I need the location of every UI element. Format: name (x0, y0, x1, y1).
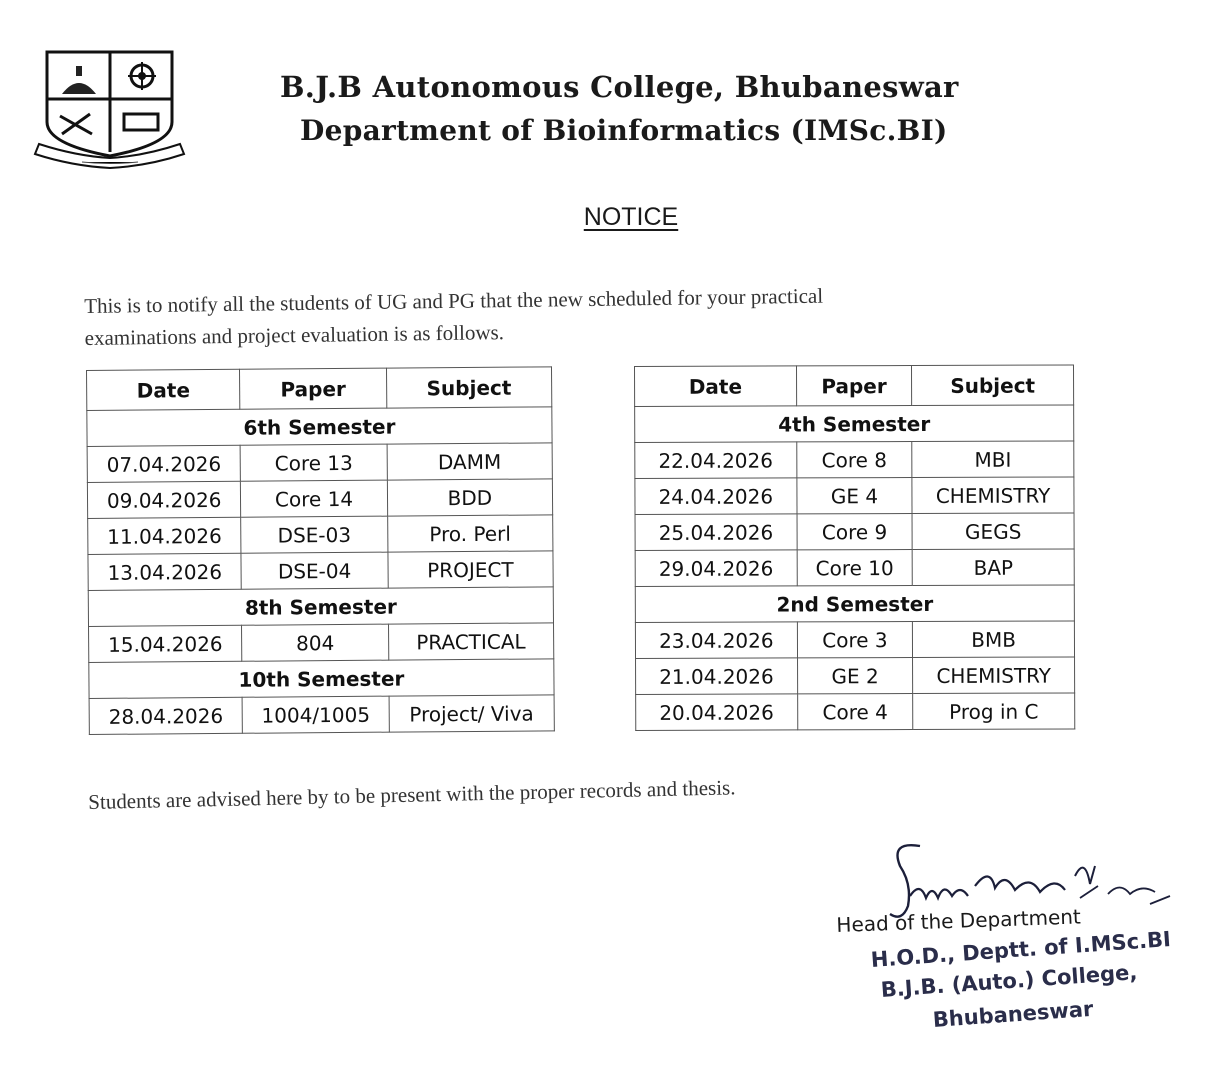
header-row (635, 365, 1074, 407)
paper-cell: 804 (242, 624, 389, 661)
schedule-table-right (634, 364, 1075, 731)
table-row (88, 515, 553, 555)
date-cell: 21.04.2026 (636, 658, 798, 695)
paper-cell: GE 2 (797, 658, 913, 694)
notice-title: NOTICE (583, 203, 679, 231)
table-row (635, 513, 1074, 551)
subject-cell: PROJECT (388, 551, 554, 588)
date-cell: 07.04.2026 (87, 445, 241, 482)
paper-cell: GE 4 (797, 478, 913, 514)
paper-cell: Core 10 (797, 550, 913, 586)
date-cell: 15.04.2026 (89, 625, 243, 662)
table-row (636, 693, 1075, 731)
semester-heading: 8th Semester (88, 587, 553, 627)
schedule-table-left (86, 366, 555, 735)
semester-row (635, 405, 1074, 443)
subject-cell: CHEMISTRY (913, 657, 1075, 694)
semester-heading: 10th Semester (89, 659, 554, 699)
column-header-date: Date (635, 366, 797, 407)
table-row (87, 443, 552, 483)
date-cell: 23.04.2026 (635, 622, 797, 659)
date-cell: 09.04.2026 (87, 481, 241, 518)
semester-row (89, 659, 554, 699)
semester-heading: 4th Semester (635, 405, 1074, 443)
date-cell: 25.04.2026 (635, 514, 797, 551)
paper-cell: Core 14 (241, 480, 388, 517)
subject-cell: Prog in C (913, 693, 1075, 730)
table-row (635, 477, 1074, 515)
date-cell: 28.04.2026 (89, 697, 243, 734)
table-row (89, 623, 554, 663)
semester-heading: 6th Semester (87, 407, 552, 447)
subject-cell: GEGS (912, 513, 1074, 550)
paper-cell: Core 9 (797, 514, 913, 550)
paper-cell: Core 3 (797, 622, 913, 658)
stamp-line-2: B.J.B. (Auto.) College, (880, 960, 1139, 1002)
subject-cell: Project/ Viva (389, 695, 555, 732)
intro-line-1: This is to notify all the students of UG and PG that the new scheduled for your practical (84, 283, 824, 318)
paper-cell: DSE-03 (241, 516, 388, 553)
intro-line-2: examinations and project evaluation is as follows. (84, 320, 505, 350)
table-row (635, 621, 1074, 659)
column-header-subject: Subject (912, 365, 1074, 406)
table-row (88, 551, 553, 591)
subject-cell: Pro. Perl (387, 515, 553, 552)
semester-row (87, 407, 552, 447)
stamp-line-1: H.O.D., Deptt. of I.MSc.BI (870, 927, 1172, 972)
subject-cell: PRACTICAL (388, 623, 554, 660)
hod-title: Head of the Department (836, 904, 1082, 937)
date-cell: 20.04.2026 (636, 694, 798, 731)
table-row (89, 695, 554, 735)
paper-cell: Core 13 (241, 444, 388, 481)
date-cell: 13.04.2026 (88, 553, 242, 590)
paper-cell: DSE-04 (241, 552, 388, 589)
paper-cell: Core 4 (797, 694, 913, 730)
column-header-paper: Paper (796, 366, 912, 406)
subject-cell: DAMM (387, 443, 553, 480)
date-cell: 29.04.2026 (635, 550, 797, 587)
semester-row (88, 587, 553, 627)
college-crest-logo (32, 44, 187, 179)
paper-cell: 1004/1005 (242, 696, 389, 733)
date-cell: 22.04.2026 (635, 442, 797, 479)
column-header-date: Date (87, 369, 241, 410)
subject-cell: CHEMISTRY (912, 477, 1074, 514)
intro-paragraph (84, 277, 1025, 354)
semester-heading: 2nd Semester (635, 585, 1074, 623)
subject-cell: BAP (912, 549, 1074, 586)
date-cell: 24.04.2026 (635, 478, 797, 515)
column-header-subject: Subject (386, 367, 552, 408)
date-cell: 11.04.2026 (88, 517, 242, 554)
department-name: Department of Bioinformatics (IMSc.BI) (300, 114, 948, 147)
table-row (635, 441, 1074, 479)
table-row (635, 549, 1074, 587)
column-header-paper: Paper (240, 368, 387, 409)
table-row (636, 657, 1075, 695)
subject-cell: BDD (387, 479, 553, 516)
stamp-line-3: Bhubaneswar (932, 996, 1095, 1032)
college-name: B.J.B Autonomous College, Bhubaneswar (280, 70, 959, 104)
semester-row (635, 585, 1074, 623)
header-row (87, 367, 552, 411)
paper-cell: Core 8 (796, 442, 912, 478)
subject-cell: BMB (913, 621, 1075, 658)
subject-cell: MBI (912, 441, 1074, 478)
advice-text: Students are advised here by to be present with the proper records and thesis. (88, 775, 736, 814)
table-row (87, 479, 552, 519)
